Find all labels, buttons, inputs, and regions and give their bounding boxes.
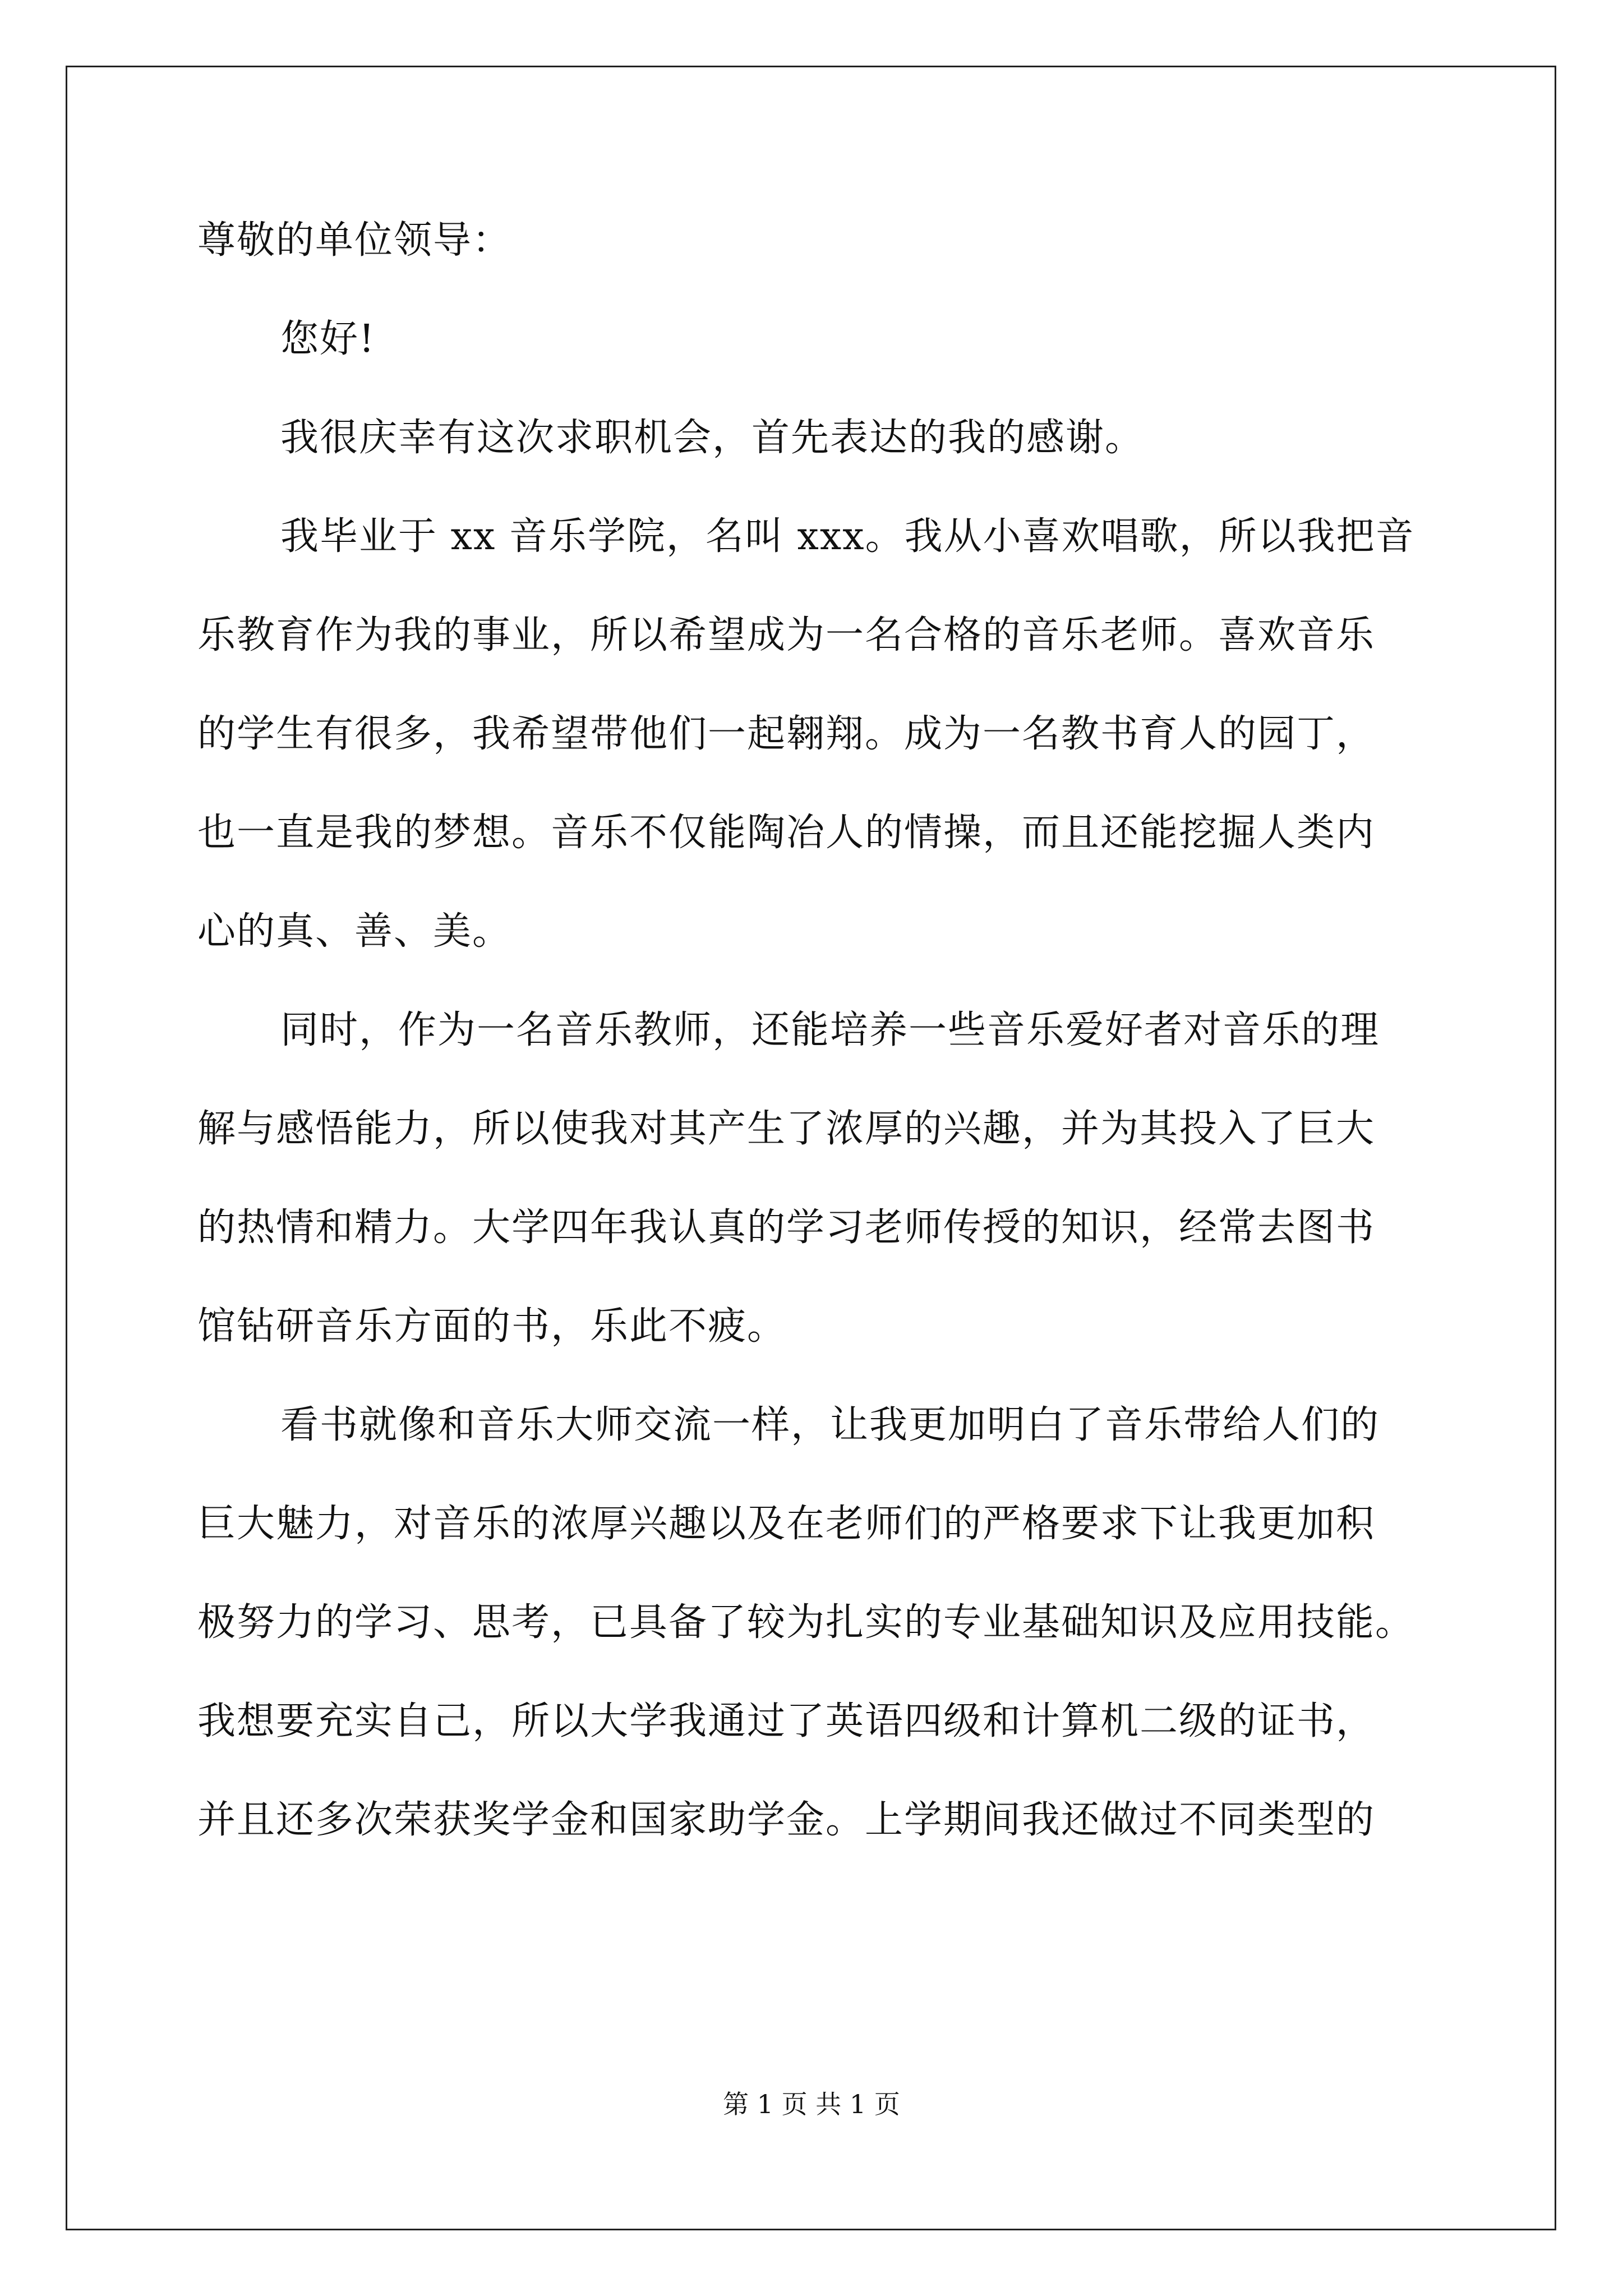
paragraph-line: 也一直是我的梦想。音乐不仅能陶冶人的情操，而且还能挖掘人类内 (197, 811, 1376, 855)
page-number-footer: 第 1 页 共 1 页 (723, 2089, 900, 2119)
paragraph-line: 巨大魅力，对音乐的浓厚兴趣以及在老师们的严格要求下让我更加积 (197, 1502, 1376, 1546)
salutation: 尊敬的单位领导： (197, 218, 512, 263)
paragraph-line: 馆钻研音乐方面的书，乐此不疲。 (197, 1304, 787, 1349)
paragraph-line: 乐教育作为我的事业，所以希望成为一名合格的音乐老师。喜欢音乐 (197, 613, 1376, 657)
paragraph-line: 极努力的学习、思考，已具备了较为扎实的专业基础知识及应用技能。 (197, 1600, 1415, 1645)
paragraph-line: 并且还多次荣获奖学金和国家助学金。上学期间我还做过不同类型的 (197, 1798, 1376, 1842)
paragraph-line: 解与感悟能力，所以使我对其产生了浓厚的兴趣，并为其投入了巨大 (197, 1107, 1376, 1151)
paragraph-line: 心的真、善、美。 (197, 909, 512, 954)
paragraph-line: 的热情和精力。大学四年我认真的学习老师传授的知识，经常去图书 (197, 1205, 1376, 1250)
paragraph-line: 我很庆幸有这次求职机会，首先表达的我的感谢。 (280, 416, 1145, 460)
paragraph-line: 的学生有很多，我希望带他们一起翱翔。成为一名教书育人的园丁， (197, 712, 1376, 756)
paragraph-line: 同时，作为一名音乐教师，还能培养一些音乐爱好者对音乐的理 (280, 1008, 1380, 1052)
paragraph-line: 看书就像和音乐大师交流一样，让我更加明白了音乐带给人们的 (280, 1403, 1380, 1447)
paragraph-line: 我想要充实自己，所以大学我通过了英语四级和计算机二级的证书， (197, 1699, 1376, 1743)
greeting: 您好! (280, 317, 376, 361)
paragraph-line: 我毕业于 xx 音乐学院，名叫 xxx。我从小喜欢唱歌，所以我把音 (280, 514, 1415, 559)
